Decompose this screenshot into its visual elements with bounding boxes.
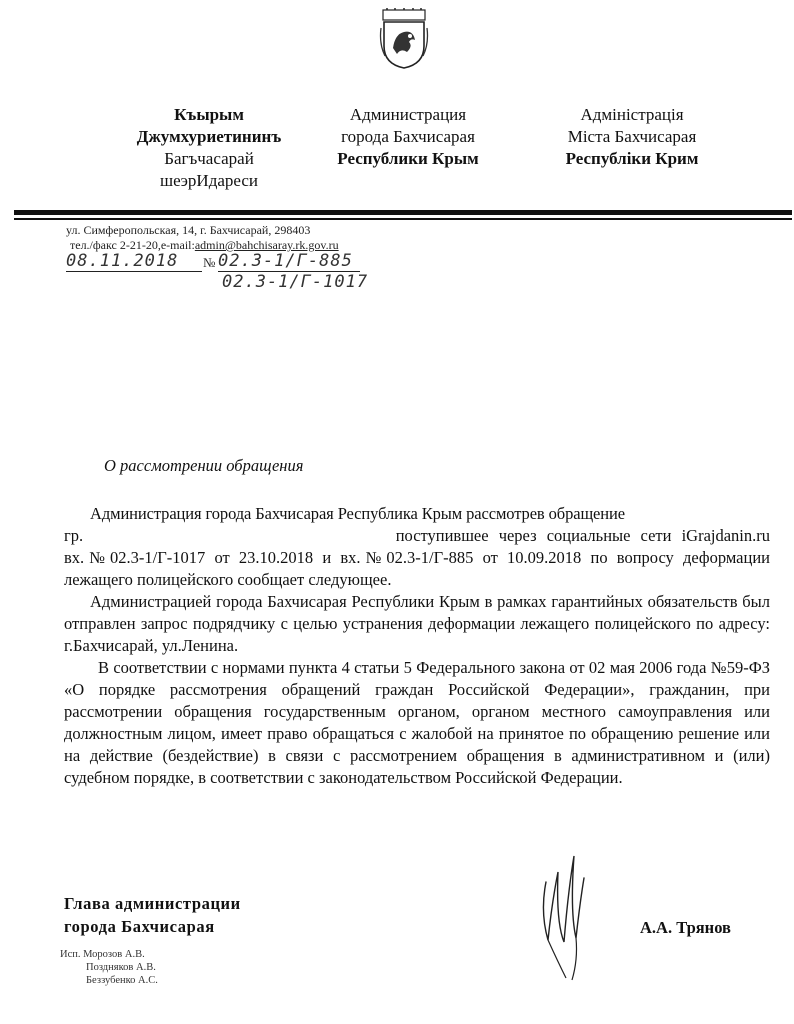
paragraph-1-line2 bbox=[64, 525, 770, 547]
address-line: ул. Симферопольская, 14, г. Бахчисарай, 298403 bbox=[66, 223, 311, 237]
header-ru-line2: города Бахчисарая bbox=[341, 127, 475, 146]
signatory-title bbox=[64, 892, 241, 938]
registration-number-1: 02.3-1/Г-885 bbox=[218, 251, 360, 272]
signatory-title-line2: города Бахчисарая bbox=[64, 917, 215, 936]
email-link[interactable]: admin@bahchisaray.rk.gov.ru bbox=[194, 238, 339, 252]
paragraph-2: Администрацией города Бахчисарая Республики Крым в рамках гарантийных обязательств был отправлен запрос подрядчику с целью устранения деформации лежащего полицейского по адресу: г.Бахчисарай, ул.Ленина. bbox=[64, 592, 770, 655]
header-russian bbox=[310, 104, 506, 170]
header-ukrainian bbox=[534, 104, 730, 170]
phone-fax: тел./факс 2-21-20,e-mail: bbox=[70, 238, 195, 252]
header-ua-line2: Міста Бахчисарая bbox=[567, 127, 697, 146]
header-crimean-tatar bbox=[114, 104, 304, 192]
registration-number-2: 02.3-1/Г-1017 bbox=[222, 272, 369, 292]
header-ua-line3: Республіки Крим bbox=[565, 149, 699, 168]
header-ct-line1: Къырым bbox=[174, 105, 244, 124]
header-ru-line1: Администрация bbox=[349, 105, 467, 124]
header-divider-thin bbox=[14, 218, 792, 220]
executor-3: Беззубенко А.С. bbox=[86, 975, 158, 986]
contact-line bbox=[70, 238, 339, 252]
letter-subject: О рассмотрении обращения bbox=[104, 456, 304, 475]
header-ua-line1: Адміністрація bbox=[580, 105, 684, 124]
coat-of-arms-emblem bbox=[379, 8, 429, 70]
paragraph-3: В соответствии с нормами пункта 4 статьи 5 Федерального закона от 02 мая 2006 года №59-ФЗ «О порядке рассмотрения обращений граждан Российской Федерации», гражданин, при рассмотрении обращения государственным органом, органом местного самоуправления или должностным лицом, имеет право обращаться с жалобой на принятое по обращению решение или на действие (бездействие) в связи с рассмотрением обращения в административном и (или) судебном порядке, в соответствии с законодательством Российской Федерации. bbox=[64, 658, 770, 787]
executor-2: Поздняков А.В. bbox=[86, 962, 156, 973]
header-ct-line2: Джумхуриетининъ bbox=[136, 127, 282, 146]
signatory-name: А.А. Трянов bbox=[640, 918, 731, 937]
handwritten-signature bbox=[518, 842, 598, 982]
letter-body bbox=[64, 503, 770, 789]
header-ct-line3: Багъчасарай bbox=[164, 149, 254, 168]
paragraph-1-line1: Администрация города Бахчисарая Республика Крым рассмотрев обращение bbox=[90, 504, 625, 523]
header-ct-line4: шеэрИдареси bbox=[159, 171, 258, 190]
header-ru-line3: Республики Крым bbox=[337, 149, 479, 168]
registration-date: 08.11.2018 bbox=[66, 251, 202, 272]
executor-1: Исп. Морозов А.В. bbox=[60, 949, 145, 960]
number-label: № bbox=[203, 255, 216, 270]
executors-list bbox=[60, 948, 158, 987]
header-divider-thick bbox=[14, 210, 792, 215]
citizen-prefix: гр. bbox=[64, 526, 84, 545]
signatory-title-line1: Глава администрации bbox=[64, 894, 241, 913]
source-text: поступившее через социальные сети iGrajdanin.ru bbox=[395, 526, 770, 545]
paragraph-1-rest: вх.№02.3-1/Г-1017 от 23.10.2018 и вх.№02.3-1/Г-885 от 10.09.2018 по вопросу деформации лежащего полицейского сообщает следующее. bbox=[64, 548, 770, 589]
